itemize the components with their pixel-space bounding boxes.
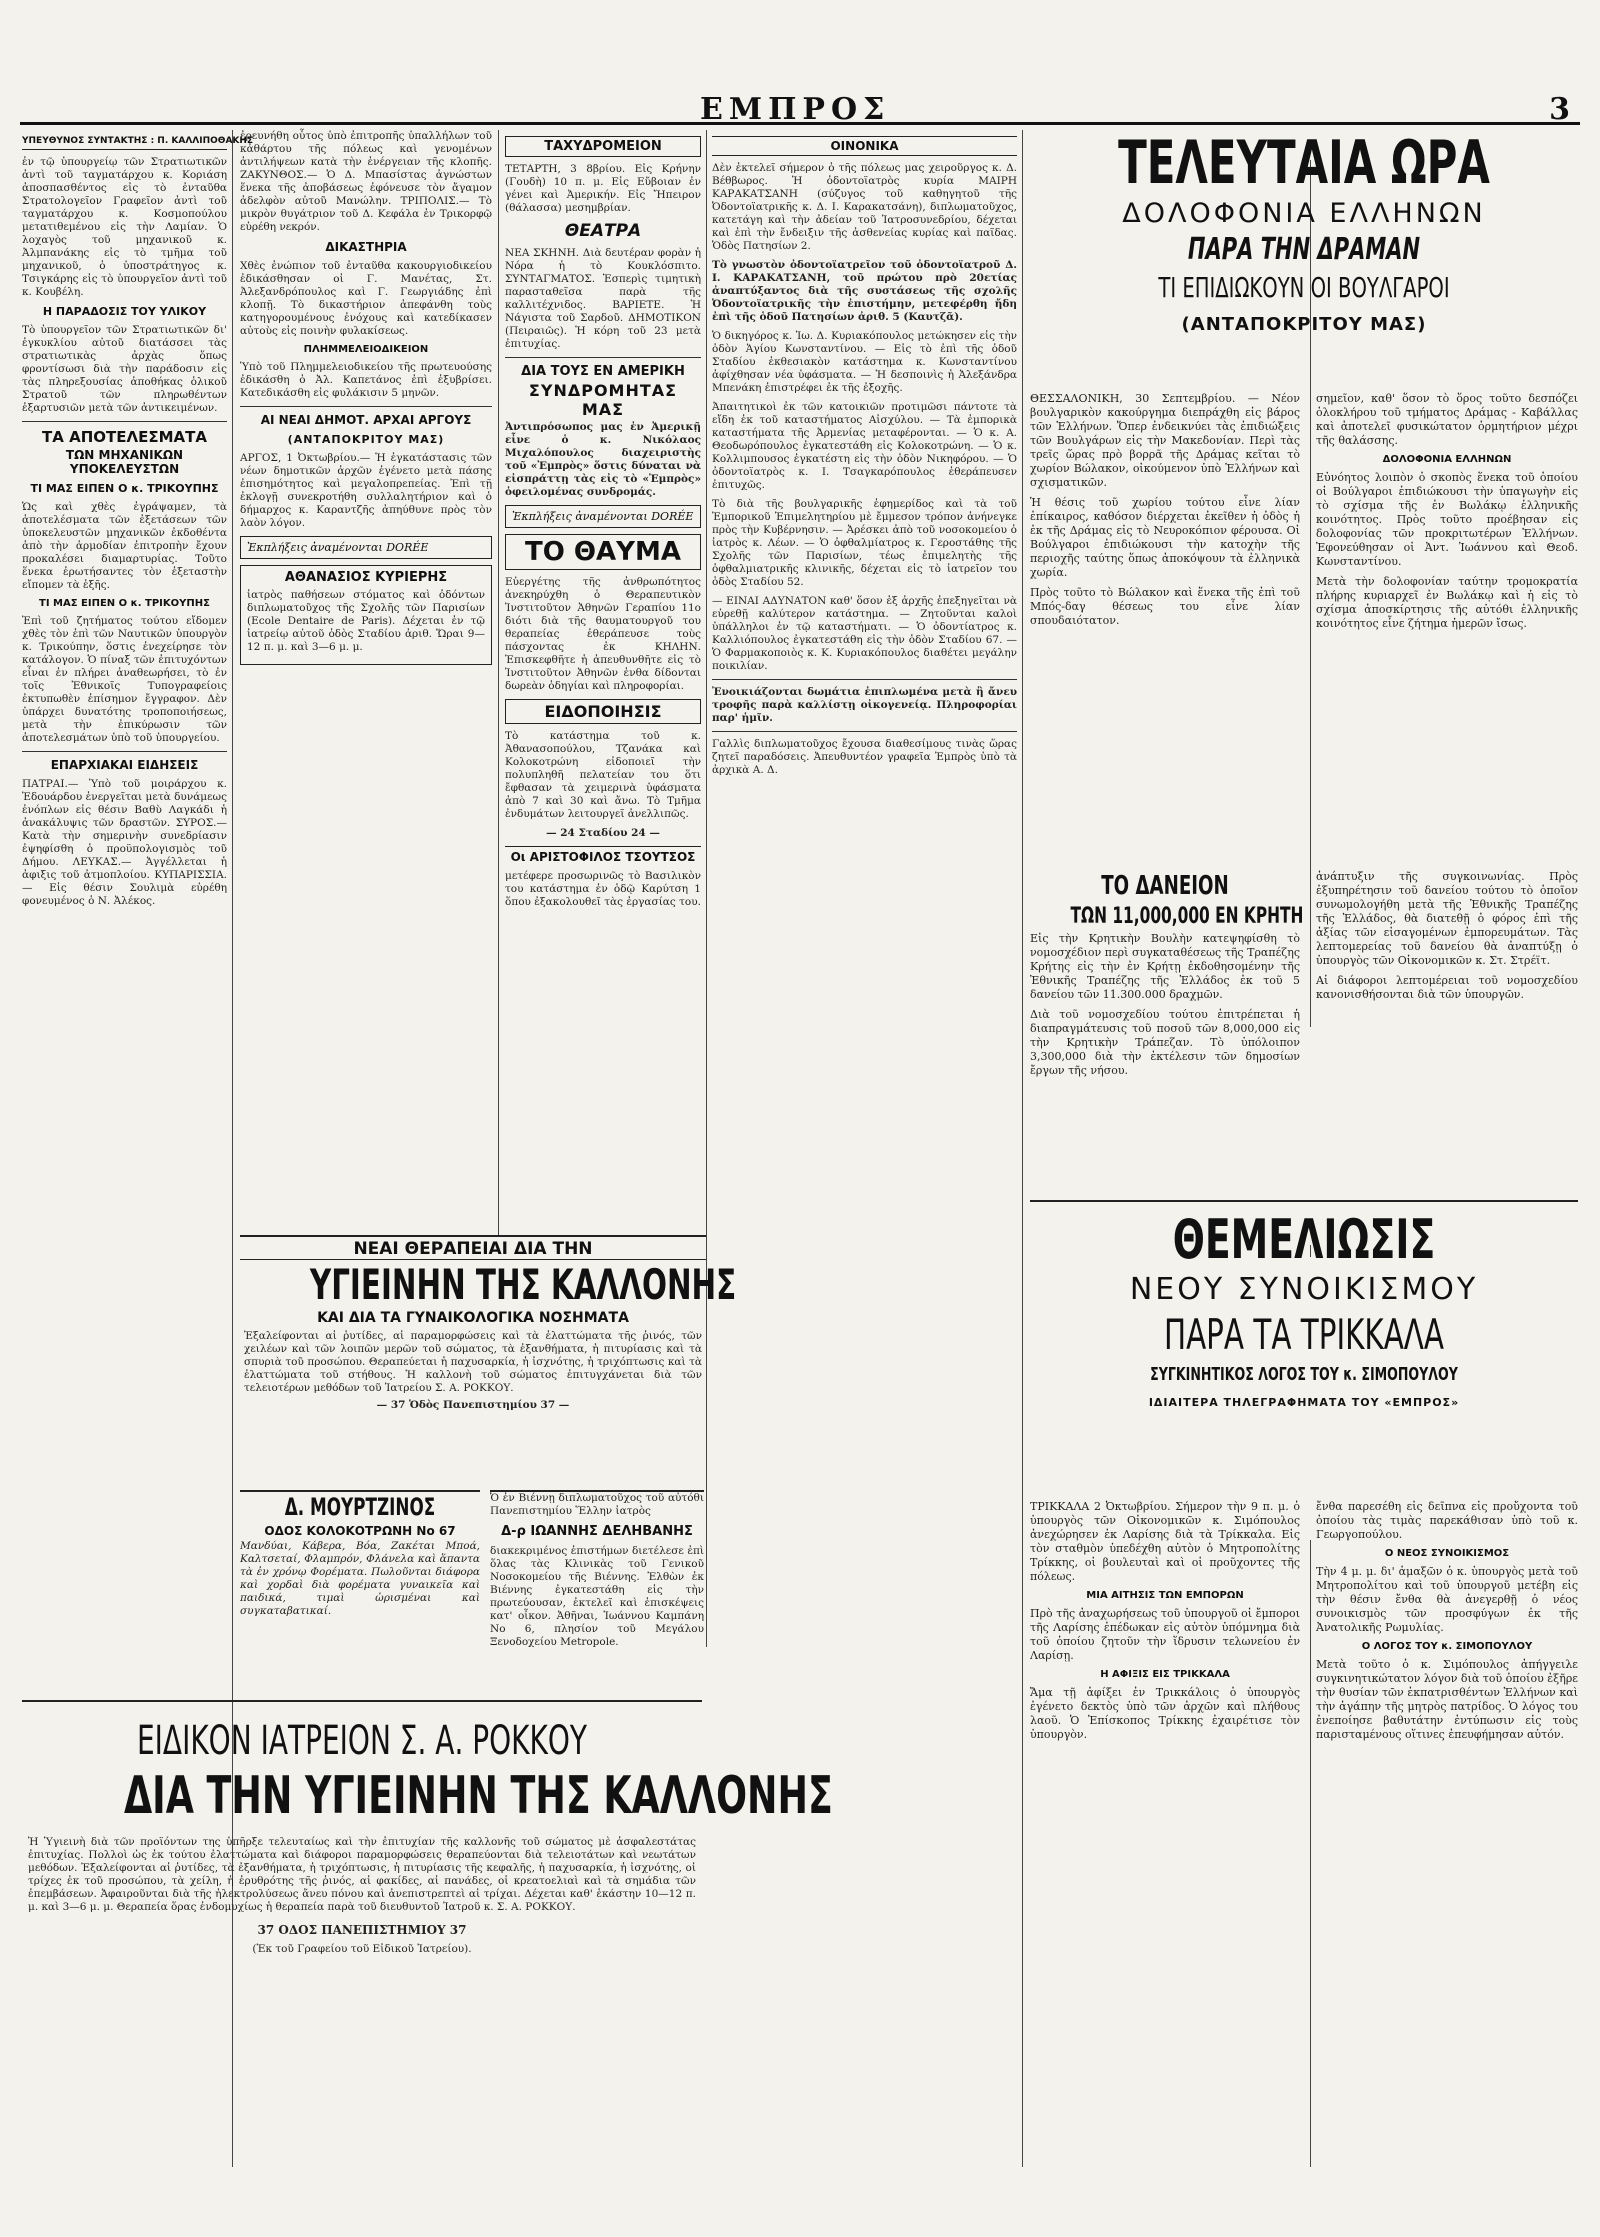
- sub-headline: ΤΙ ΕΠΙΔΙΩΚΟΥΝ ΟΙ ΒΟΥΛΓΑΡΟΙ: [1158, 271, 1450, 304]
- article-subheading: (ΑΝΤΑΠΟΚΡΙΤΟΥ ΜΑΣ): [287, 433, 445, 446]
- divider: [22, 421, 227, 422]
- newspaper-title: ΕΜΠΡΟΣ: [700, 92, 891, 127]
- ad-title: ΥΓΙΕΙΝΗΝ ΤΗΣ ΚΑΛΛΟΝΗΣ: [309, 1260, 737, 1309]
- sub-headline: ΙΔΙΑΙΤΕΡΑ ΤΗΛΕΓΡΑΦΗΜΑΤΑ ΤΟΥ «ΕΜΠΡΟΣ»: [1148, 1396, 1460, 1409]
- article-subheading: ΠΛΗΜΜΕΛΕΙΟΔΙΚΕΙΟΝ: [303, 344, 429, 355]
- article-paragraph: Μετὰ τοῦτο ὁ κ. Σιμόπουλος ἀπήγγειλε συγκινητικώτατον λόγον διὰ τοῦ ὁποίου ἐξῆρε τὴν θυσίαν τῶν ἐκπατρισθέντων Ἑλλήνων καὶ τὴν ἀγάπην τῆς μητρὸς πατρίδος. Ὁ λόγος του ἐνεποίησε βαθυτάτην ἐντύπωσιν εἰς τοὺς παρισταμένους οἵτινες ἐπευφήμησαν αὐτόν.: [1316, 1658, 1578, 1741]
- masthead-rule: [20, 122, 1580, 125]
- divider: [712, 731, 1017, 732]
- sub-headline: ΠΑΡΑ ΤΑ ΤΡΙΚΚΑΛΑ: [1163, 1310, 1445, 1359]
- article-paragraph: σημεῖον, καθ' ὅσον τὸ ὅρος τοῦτο δεσπόζει ὁλοκλήρου τοῦ τμήματος Δράμας - Καβάλλας καὶ ἀποτελεῖ φυσικώτατον ὁρμητήριον μέχρι τῆς θαλάσσης.: [1316, 392, 1578, 447]
- page-number: 3: [1549, 92, 1570, 127]
- article-paragraph: ΘΕΣΣΑΛΟΝΙΚΗ, 30 Σεπτεμβρίου. — Νέον βουλγαρικὸν κακούργημα διεπράχθη εἰς βάρος τῶν Ἑλλήνων. Ὅπερ ἐνδεικνύει τὰς ἐπιδιώξεις τῶν Βουλγάρων εἰς τὴν Μακεδονίαν. Περὶ τὰς τρεῖς ὥρας πρὸ βορρᾶ τῆς Δράμας κεῖται τὸ χωρίον Βώλακον, οἰκούμενον ὑπὸ Ἑλλήνων καὶ σχισματικῶν.: [1030, 392, 1300, 489]
- article-subheading: ΤΙ ΜΑΣ ΕΙΠΕΝ Ο κ. ΤΡΙΚΟΥΠΗΣ: [30, 482, 219, 495]
- article-headline: ΤΩΝ 11,000,000 ΕΝ ΚΡΗΤΗ: [1070, 904, 1304, 929]
- column-separator: [1022, 130, 1023, 2167]
- sub-headline: ΠΑΡΑ ΤΗΝ ΔΡΑΜΑΝ: [1187, 232, 1421, 267]
- article-subheading: ΔΙΚΑΣΤΗΡΙΑ: [325, 240, 407, 254]
- article-paragraph: ἐν τῷ ὑπουργείῳ τῶν Στρατιωτικῶν ἀντὶ τοῦ ταγματάρχου κ. Κοριάση ἀποσπασθέντος εἰς τὸ ἐνταῦθα Στρατολογεῖον Γραφεῖον ἀντὶ τοῦ ταγματάρχου κ. Κοσμοπούλου μετατιθεμένου εἰς τὴν Λαμίαν. Ὁ λοχαγὸς τοῦ μηχανικοῦ κ. Ἀλμπανάκης εἰς τὸ τμῆμα τοῦ μηχανικοῦ, ὁ ὑποστράτηγος κ. Τσιγκάρης εἰς τὸ ὑπουργεῖον ἀντὶ τοῦ κ. Κουβέλη.: [22, 156, 227, 298]
- article-paragraph: Ἡ θέσις τοῦ χωρίου τούτου εἶνε λίαν ἐπίκαιρος, καθόσον διέρχεται ἐκεῖθεν ἡ ὁδὸς ἡ ἐκ τῆς Δράμας εἰς τὸ Νευροκόπιον φέρουσα. Οἱ Βούλγαροι ἐπιδιώκουσι τὴν κατοχὴν τῆς περιοχῆς ταύτης ὅπως ἀποκόψουν τὰ ἐλληνικὰ χωρία.: [1030, 496, 1300, 579]
- article-headline: ΤΟ ΔΑΝΕΙΟΝ: [1101, 871, 1229, 901]
- article-paragraph: ΤΡΙΚΚΑΛΑ 2 Ὀκτωβρίου. Σήμερον τὴν 9 π. μ. ὁ ὑπουργὸς τῶν Οἰκονομικῶν κ. Σιμόπουλος ἀνεχώρησεν ἐκ Λαρίσης διὰ τὰ Τρίκκαλα. Εἰς τὸν σταθμὸν ὑπεδέχθη αὐτὸν ὁ Μητροπολίτης Τρίκκης, οἱ βουλευταὶ καὶ οἱ προῦχοντες τῆς πόλεως.: [1030, 1500, 1300, 1583]
- main-headline: ΤΕΛΕΥΤΑΙΑ ΩΡΑ: [1118, 128, 1490, 198]
- sub-headline: ΝΕΟΥ ΣΥΝΟΙΚΙΣΜΟΥ: [1129, 1272, 1479, 1307]
- ad-title: ΕΙΔΟΠΟΙΗΣΙΣ: [505, 699, 701, 724]
- article-paragraph: Τὸ γνωστὸν ὀδοντοϊατρεῖον τοῦ ὀδοντοϊατροῦ Δ. Ι. ΚΑΡΑΚΑΤΣΑΝΗ, τοῦ πρώτου πρὸ 20ετίας ἀναπτύξαντος διὰ τῆς συστάσεως τῆς σχολῆς Ὀδοντοϊατρικῆς τὴν ἐπιστήμην, μετεφέρθη ἤδη ἐπὶ τῆς ὁδοῦ Πατησίων ἀριθ. 5 (Καυτζᾶ).: [712, 259, 1017, 323]
- divider: [505, 357, 701, 358]
- article-paragraph: Μετὰ τὴν δολοφονίαν ταύτην τρομοκρατία πλήρης κυριαρχεῖ ἐν Βωλάκῳ καὶ ἡ εἰς τὸ σχίσμα ἀποσκίρτησις τῆς αὐτόθι ἑλληνικῆς κοινότητος εἶνε ζήτημα ἡμερῶν ἴσως.: [1316, 575, 1578, 630]
- article-headline: ΕΠΑΡΧΙΑΚΑΙ ΕΙΔΗΣΕΙΣ: [50, 758, 199, 772]
- ad-text: ἰατρὸς παθήσεων στόματος καὶ ὀδόντων διπλωματοῦχος τῆς Σχολῆς τῶν Παρισίων (Ecole Dentaire de Paris). Δέχεται ἐν τῷ ἰατρείῳ αὐτοῦ ὁδὸς Σταδίου ἀριθ. Ὥραι 9—12 π. μ. καὶ 3—6 μ. μ.: [247, 589, 485, 653]
- ad-text: Ἡ Ὑγιεινὴ διὰ τῶν προϊόντων της ὑπῆρξε τελευταίως καὶ τὴν ἐπιτυχίαν τῆς καλλονῆς τοῦ σώματος μὲ ἀσφαλεστάτας ἐπιτυχίας. Πολλοὶ ὡς ἐκ τούτου ἐλαττώματα καὶ διάφοροι παραμορφώσεις θεραπεύονται διὰ τελειοτάτων καὶ νεωτάτων μεθόδων. Ἐξαλείφονται αἱ ῥυτίδες, τὰ ἐξανθήματα, ἡ τριχόπτωσις, ἡ πιτυρίασις τῆς κεφαλῆς, ἡ παχυσαρκία, ἡ ἰσχνότης, οἱ τρίχες ἐκ τοῦ προσώπου, τὰ χείλη, ἡ ἐρυθρότης τῆς ῥινός, αἱ φακίδες, αἱ πανάδες, οἱ κρεατοελιαὶ καὶ τὰ σημάδια τῶν ἐπεμβάσεων. Ἀφαιροῦνται διὰ τῆς ἠλεκτρολύσεως ἄνευ πόνου καὶ ἀνεπιστρεπτεὶ αἱ τρίχαι. Δέχεται καθ' ἑκάστην 10—12 π. μ. καὶ 3—6 μ. μ. Θεραπεία ὅρας ἐνδομυχίως ἡ θεραπεία παρὰ τοῦ διευθυντοῦ Ἰατροῦ κ. Σ. Α. ΡΟΚΚΟΥ.: [28, 1836, 696, 1913]
- sub-headline: ΔΟΛΟΦΟΝΙΑ ΕΛΛΗΝΩΝ: [1122, 198, 1486, 229]
- article-paragraph: ἀνάπτυξιν τῆς συγκοινωνίας. Πρὸς ἐξυπηρέτησιν τοῦ δανείου τούτου τὸ ὁποῖον συνωμολογήθη μετὰ τῆς Ἐθνικῆς Τραπέζης τῆς Ἑλλάδος, θὰ διατεθῇ ὁ φόρος ἐπὶ τῆς ἀξίας τῶν εἰσαγομένων ἐμπορευμάτων. Τὰς λεπτομερείας τοῦ δανείου θὰ ἀναπτύξῃ ὁ ὑπουργὸς τῶν Οἰκονομικῶν κ. Στ. Στρέϊτ.: [1316, 870, 1578, 967]
- article-paragraph: Πρὸς τοῦτο τὸ Βώλακον καὶ ἕνεκα τῆς ἐπὶ τοῦ Μπός-δαγ θέσεως του εἶνε λίαν σπουδαιότατον.: [1030, 586, 1300, 627]
- ad-address: 37 ΟΔΟΣ ΠΑΝΕΠΙΣΤΗΜΙΟΥ 37: [257, 1923, 467, 1937]
- column-3: [505, 130, 701, 1170]
- article-headline: ΤΑ ΑΠΟΤΕΛΕΣΜΑΤΑ: [42, 428, 207, 446]
- section-heading: ΤΑΧΥΔΡΟΜΕΙΟΝ: [505, 136, 701, 157]
- settlement-section: [1030, 1200, 1578, 1415]
- doctor-ad: [490, 1490, 704, 1677]
- beauty-clinic-ad: [240, 1235, 737, 1482]
- column-2: [240, 130, 492, 1230]
- divider: [240, 406, 492, 407]
- section-heading: ΟΙΝΟΝΙΚΑ: [712, 136, 1017, 156]
- article-paragraph: ἐρευνήθη οὗτος ὑπὸ ἐπιτροπῆς ὑπαλλήλων τοῦ κἀθάρτου τῆς πόλεως καὶ γενομένων ἀντιλήψεων κατὰ τὴν ἐνέργειαν τῆς κλοπῆς. ΖΑΚΥΝΘΟΣ.— Ὁ Δ. Μπασίστας ἀγνώστων ἕνεκα τῆς ἀποβάσεως ἐφόνευσε τὸν ἄγαμον ἀδελφὸν αὐτοῦ Μανώλην. ΤΡΙΠΟΛΙΣ.— Τὸ μικρὸν θυγάτριον τοῦ Δ. Κεφάλα ἐν Τρικορφῷ εὑρέθη νεκρόν.: [240, 130, 492, 233]
- article-subheading: Η ΑΦΙΞΙΣ ΕΙΣ ΤΡΙΚΚΑΛΑ: [1100, 1669, 1230, 1680]
- article-headline: ΔΙΑ ΤΟΥΣ ΕΝ ΑΜΕΡΙΚΗ: [521, 364, 685, 379]
- ad-note: (Ἐκ τοῦ Γραφείου τοῦ Εἰδικοῦ Ἰατρείου).: [252, 1943, 472, 1955]
- column-separator: [706, 130, 707, 1647]
- ad-title: Δ-ρ ΙΩΑΝΝΗΣ ΔΕΛΗΒΑΝΗΣ: [501, 1524, 693, 1539]
- article-headline: ΑΙ ΝΕΑΙ ΔΗΜΟΤ. ΑΡΧΑΙ ΑΡΓΟΥΣ: [260, 413, 472, 427]
- ad-text: Ἐξαλείφονται αἱ ῥυτίδες, αἱ παραμορφώσεις καὶ τὰ ἐλαττώματα τῆς ῥινός, τῶν χειλέων καὶ τῶν λοιπῶν μερῶν τοῦ σώματος, τὰ ἐξανθήματα, ἡ πιτυρίασις καὶ τὰ σπυριὰ τοῦ προσώπου. Θεραπεύεται ἡ παχυσαρκία, ἡ ἰσχνότης, ἡ τριχόπτωσις καὶ τὰ ἐλαττώματα τοῦ στήθους. Ἡ καλλονὴ τοῦ σώματος ἐπιτυγχάνεται διὰ τῶν τελειοτέρων μεθόδων τοῦ Ἰατρείου Σ. Α. ΡΟΚΚΟΥ.: [244, 1330, 702, 1394]
- article-paragraph: Εἰς τὴν Κρητικὴν Βουλὴν κατεψηφίσθη τὸ νομοσχέδιον περὶ συγκαταθέσεως τῆς Τραπέζης Κρήτης εἰς τὴν ἐν Κρήτῃ ἐκδοθησομένην τῆς Ἐθνικῆς Τραπέζης τῆς Ἑλλάδος ἐκ τοῦ 5 δανείου τῶν 11.300.000 δραχμῶν.: [1030, 932, 1300, 1001]
- article-paragraph: Αἱ διάφοροι λεπτομέρειαι τοῦ νομοσχεδίου κανονισθήσονται διὰ τῶν ὑπουργῶν.: [1316, 974, 1578, 1001]
- advertisement: Ἐκπλήξεις ἀναμένονται DORÉE: [505, 505, 701, 528]
- article-headline: ΣΥΝΔΡΟΜΗΤΑΣ ΜΑΣ: [528, 381, 678, 419]
- article-subheading: ΜΙΑ ΑΙΤΗΣΙΣ ΤΩΝ ΕΜΠΟΡΩΝ: [1086, 1590, 1244, 1601]
- advertisement: Ἐκπλήξεις ἀναμένονται DORÉE: [240, 536, 492, 559]
- article-paragraph: Ἄμα τῇ ἀφίξει ἐν Τρικκάλοις ὁ ὑπουργὸς ἐγένετο δεκτὸς ὑπὸ τῶν ἀρχῶν καὶ πλήθους λαοῦ. Ὁ Ἐπίσκοπος Τρίκκης ἐχαιρέτισε τὸν ὑπουργὸν.: [1030, 1686, 1300, 1741]
- ad-text: Τὸ κατάστημα τοῦ κ. Ἀθανασοπούλου, Τζανάκα καὶ Κολοκοτρώνη εἰδοποιεῖ τὴν πολυπληθῆ πελατείαν του ὅτι ἔφθασαν τὰ χειμερινὰ ὑφάσματα ἀπὸ 7 καὶ 30 καὶ ἄνω. Τὸ Τμῆμα ἐνδυμάτων λειτουργεῖ ἀνελλιπῶς.: [505, 730, 701, 820]
- article-paragraph: ΤΕΤΑΡΤΗ, 3 8βρίου. Εἰς Κρήνην (Γουδὴ) 10 π. μ. Εἰς Εὔβοιαν ἐν γένει καὶ Ἀμερικήν. Εἰς Ἤπειρον (θάλασσα) μεσημβρίαν.: [505, 163, 701, 214]
- article-paragraph: Ἀπαιτητικοὶ ἐκ τῶν κατοικιῶν προτιμῶσι πάντοτε τὰ εἴδη ἐκ τοῦ καταστήματος Αἰσχύλου. — Τὰ ἐμπορικὰ καταστήματα τῆς Ἀρμενίας μεταφέρονται. — Ὁ κ. Α. Θεοδωρόπουλος ἐγκατεστάθη εἰς Κολοκοτρώνη. — Ὁ κ. Κολλιμπουσος ἐγκατέστη εἰς τὴν ὁδὸν Νικηφόρου. — Ὁ ὀδοντοϊατρὸς κ. Ι. Τσαγκαρόπουλος ἐθεράπευσεν ἐπιτυχῶς.: [712, 401, 1017, 491]
- loan-article: [1030, 870, 1304, 1084]
- ad-title: ΝΕΑΙ ΘΕΡΑΠΕΙΑΙ ΔΙΑ ΤΗΝ: [240, 1239, 706, 1260]
- ad-text: μετέφερε προσωρινῶς τὸ Βασιλικὸν του κατάστημα ἐν ὁδῷ Καρύτση 1 ὅπου ἐξακολουθεῖ τὰς ἐργασίας του.: [505, 870, 701, 908]
- ad-title: ΤΟ ΘΑΥΜΑ: [505, 534, 701, 570]
- column-5: [1030, 130, 1578, 2170]
- classified-ad: Ἐνοικιάζονται δωμάτια ἐπιπλωμένα μετὰ ἢ ἄνευ τροφῆς παρὰ καλλίστῃ οἰκογενείᾳ. Πληροφορίαι παρ' ἡμῖν.: [712, 686, 1017, 724]
- article-right: [1316, 392, 1578, 637]
- article-subheading: Ο ΝΕΟΣ ΣΥΝΟΙΚΙΣΜΟΣ: [1384, 1548, 1510, 1559]
- article-paragraph: Ὑπὸ τοῦ Πλημμελειοδικείου τῆς πρωτευούσης ἐδικάσθη ὁ Ἀλ. Καπετάνος ἐπὶ ἐξυβρίσει. Κατεδικάσθη εἰς φυλάκισιν 5 μηνῶν.: [240, 361, 492, 399]
- article-paragraph: Τὸ διὰ τῆς βουλγαρικῆς ἐφημερίδος καὶ τὰ τοῦ Ἐμπορικοῦ Ἐπιμελητηρίου μὲ ἔμμεσον τρόπον ἀνήνεγκε πρὸς τὴν Κυβέρνησιν. — Ἀρέσκει ἀπὸ τοῦ νοσοκομείου ὁ ἰατρὸς κ. Λέων. — Ὁ ὀφθαλμίατρος κ. Γεροστάθης τῆς Σχολῆς τῶν Παρισίων, τέως ἐπιμελητὴς τῆς ὀφθαλμιατρικῆς κλινικῆς, δέχεται εἰς τὸ ἰατρεῖον του ὁδὸς Σταδίου 52.: [712, 498, 1017, 588]
- last-hour-section: [1030, 130, 1578, 341]
- masthead: [0, 92, 1600, 126]
- article-paragraph: Ὡς καὶ χθὲς ἐγράψαμεν, τὰ ἀποτελέσματα τῶν ἐξετάσεων τῶν ὑποκελευστῶν μηχανικῶν ἐκδοθέντα ἀπὸ τὴν ἀρμοδίαν ἐπιτροπὴν ἔχουν προκαλέσει διαμαρτυρίας. Τοῦτο ἕνεκα ἐρωτήσαντες τὸν ἐξεταστὴν εἴπομεν τὰ ἑξῆς.: [22, 501, 227, 591]
- article-paragraph: Πρὸ τῆς ἀναχωρήσεως τοῦ ὑπουργοῦ οἱ ἔμποροι τῆς Λαρίσης ἐπέδωκαν εἰς αὐτὸν ὑπόμνημα διὰ τοῦ ὁποίου ζητοῦν τὴν ἵδρυσιν τελωνείου ἐν Λαρίσῃ.: [1030, 1607, 1300, 1662]
- ad-title: ΑΘΑΝΑΣΙΟΣ ΚΥΡΙΕΡΗΣ: [284, 570, 448, 585]
- article-paragraph: Τὴν 4 μ. μ. δι' ἁμαξῶν ὁ κ. ὑπουργὸς μετὰ τοῦ Μητροπολίτου καὶ τοῦ ὑπουργοῦ μετέβη εἰς τὴν θέσιν ἔνθα θὰ ἀνεγερθῇ ὁ νέος συνοικισμὸς τῶν προσφύγων ἐκ τῆς Ἀνατολικῆς Ρωμυλίας.: [1316, 1565, 1578, 1634]
- ad-subtitle: ΚΑΙ ΔΙΑ ΤΑ ΓΥΝΑΙΚΟΛΟΓΙΚΑ ΝΟΣΗΜΑΤΑ: [317, 1310, 629, 1326]
- ad-text: Ὁ ἐν Βιέννῃ διπλωματοῦχος τοῦ αὐτόθι Πανεπιστημίου Ἕλλην ἰατρὸς: [490, 1492, 704, 1517]
- article-paragraph: Τὸ ὑπουργεῖον τῶν Στρατιωτικῶν δι' ἐγκυκλίου αὐτοῦ διατάσσει τὰς στρατιωτικὰς ἀρχὰς ὅπως φροντίσωσι διὰ τὴν παράδοσιν εἰς τὰς πληρεξουσίας ἀποθήκας ὁλικοῦ Στρατοῦ τῶν πληρωθέντων ἐξαρτυσιῶν μετὰ τῶν ἀντικειμένων.: [22, 324, 227, 414]
- article-paragraph: Ἀντιπρόσωπος μας ἐν Ἀμερικῇ εἶνε ὁ κ. Νικόλαος Μιχαλόπουλος διαχειριστὴς τοῦ «Ἐμπρὸς» ὅστις δύναται νὰ εἰσπράττῃ τὰς εἰς τὸ «Ἐμπρὸς» ὀφειλομένας συνδρομάς.: [505, 421, 701, 498]
- clothing-store-ad: [240, 1490, 480, 1677]
- settlement-left: [1030, 1500, 1300, 1748]
- settlement-right: [1316, 1500, 1578, 1748]
- loan-article-continued: [1316, 870, 1578, 1008]
- divider: [22, 751, 227, 752]
- column-1: [22, 130, 254, 1600]
- ad-title: Οι ΑΡΙΣΤΟΦΙΛΟΣ ΤΣΟΥΤΣΟΣ: [505, 846, 701, 864]
- section-heading: ΘΕΑΤΡΑ: [564, 221, 642, 241]
- ad-address: — 37 Ὁδὸς Πανεπιστημίου 37 —: [376, 1399, 570, 1411]
- article-paragraph: Ἐπὶ τοῦ ζητήματος τούτου εἴδομεν χθὲς τὸν ἐπὶ τῶν Ναυτικῶν ὑπουργὸν κ. Τρικούπην, ὅστις ἐνεχείρησε τὸν κατάλογον. Ὁ πίναξ τῶν ἐπιτυχόντων εἶναι ἐν πλήρει ἀναθεωρήσει, τὸ ἐν τοῖς Ἐθνικοῖς Τυπογραφείοις ἐκτυπωθὲν ἐπίσημον ἔγγραφον. Δὲν ὑπάρχει δυνατότης τροποποιήσεως, μετὰ τὴν ἐπικύρωσιν τῶν ἀποτελεσμάτων ὑπὸ τοῦ ὑπουργείου.: [22, 615, 227, 744]
- article-headline: ΤΩΝ ΜΗΧΑΝΙΚΩΝ ΥΠΟΚΕΛΕΥΣΤΩΝ: [65, 448, 184, 476]
- rokkou-clinic-ad: [22, 1700, 833, 2182]
- ad-address: — 24 Σταδίου 24 —: [546, 827, 660, 839]
- ad-title: ΕΙΔΙΚΟΝ ΙΑΤΡΕΙΟΝ Σ. Α. ΡΟΚΚΟΥ: [136, 1718, 588, 1764]
- ad-address: ΟΔΟΣ ΚΟΛΟΚΟΤΡΩΝΗ Νο 67: [264, 1524, 456, 1538]
- divider: [712, 679, 1017, 680]
- ad-text: διακεκριμένος ἐπιστήμων διετέλεσε ἐπὶ ὅλας τὰς Κλινικὰς τοῦ Γενικοῦ Νοσοκομείου τῆς Βιέννης. Ἐλθὼν ἐκ Βιέννης ἐγκατεστάθη εἰς τὴν πρωτεύουσαν, ἐκτελεῖ καὶ ἐπισκέψεις κατ' οἶκον. Ἀθῆναι, Ἰωάννου Καμπάνη Νο 6, πλησίον τοῦ Μεγάλου Ξενοδοχείου Metropole.: [490, 1545, 704, 1648]
- article-subheading: ΤΙ ΜΑΣ ΕΙΠΕΝ Ο κ. ΤΡΙΚΟΥΠΗΣ: [39, 598, 210, 609]
- article-paragraph: ΝΕΑ ΣΚΗΝΗ. Διὰ δευτέραν φορὰν ἡ Νόρα ἡ τὸ Κουκλόσπιτο. ΣΥΝΤΑΓΜΑΤΟΣ. Ἑσπερὶς τιμητικὴ παρασταθεῖσα παρὰ τῆς καλλιτέχνιδος. ΒΑΡΙΕΤΕ. Ἡ Νάγιστα τοῦ Σαρδοῦ. ΔΗΜΟΤΙΚΟΝ (Πειραιῶς). Ἡ κόρη τοῦ 23 μετὰ ἐπιτυχίας.: [505, 247, 701, 350]
- article-paragraph: Δὲν ἐκτελεῖ σήμερον ὁ τῆς πόλεως μας χειροῦργος κ. Δ. Βέθβωρος. Ἡ ὀδοντοϊατρὸς κυρία ΜΑΙΡΗ ΚΑΡΑΚΑΤΣΑΝΗ (σύζυγος τοῦ καθηγητοῦ τῆς Ὀδοντοϊατρικῆς κ. Δ. Ι. Καρακατσάνη), διπλωματοῦχος, κατετάγη καὶ τὴν ἀδείαν τοῦ Ἰατροσυνεδρίου, δέχεται καὶ ἐπὶ τὴν ἔνδειξιν τῆς ἀσθενείας κυρίας καὶ παῖδας. Ὁδὸς Πατησίων 2.: [712, 162, 1017, 252]
- editor-heading: ΥΠΕΥΘΥΝΟΣ ΣΥΝΤΑΚΤΗΣ : Π. ΚΑΛΛΙΠΟΘΑΚΗΣ: [22, 136, 227, 150]
- article-paragraph: — ΕΙΝΑΙ ΑΔΥΝΑΤΟΝ καθ' ὅσον ἐξ ἀρχῆς ἐπεξηγεῖται νὰ εὑρεθῇ καλύτερον κατάστημα. — Ζητοῦνται καλοὶ ὑπάλληλοι ἐν τῷ καταστήματι. — Ὁ ὀδοντίατρος κ. Καλλιόπουλος ἐγκατεστάθη εἰς τὴν ὁδὸν Σταδίου 67. — Ὁ Φαρμακοποιὸς κ. Κ. Κυριακόπουλος διαθέτει μεγάλην ποικιλίαν.: [712, 595, 1017, 672]
- article-left: [1030, 392, 1300, 634]
- article-paragraph: Διὰ τοῦ νομοσχεδίου τούτου ἐπιτρέπεται ἡ διαπραγμάτευσις τοῦ ποσοῦ τῶν 8,000,000 εἰς τὴν Κρητικὴν Τράπεζαν. Τὸ ὑπόλοιπον 3,300,000 διὰ τὴν ἐκτέλεσιν τῶν δημοσίων ἔργων τῆς νήσου.: [1030, 1008, 1300, 1077]
- article-subheading: Η ΠΑΡΑΔΟΣΙΣ ΤΟΥ ΥΛΙΚΟΥ: [42, 305, 207, 318]
- article-subheading: Ο ΛΟΓΟΣ ΤΟΥ κ. ΣΙΜΟΠΟΥΛΟΥ: [1361, 1641, 1533, 1652]
- article-paragraph: Ὁ δικηγόρος κ. Ἰω. Δ. Κυριακόπουλος μετώκησεν εἰς τὴν ὁδὸν Ἁγίου Κωνσταντίνου. — Εἰς τὸ ἐπὶ τῆς ὁδοῦ Σταδίου ἐκθεσιακὸν κατάστημα κ. Κωνσταντίνου ἀφίχθησαν νέα ὑφάσματα. — Ἡ δεσποινὶς ἡ Ἀλεξάνδρα Μπενάκη ἐπιστρέφει ἐκ τῆς ἐξοχῆς.: [712, 330, 1017, 394]
- article-paragraph: ἔνθα παρεσέθη εἰς δεῖπνα εἰς προὔχοντα τοῦ ὁποίου τὰς τιμὰς παρεκάθισαν ὑπὸ τοῦ κ. Γεωργοπούλου.: [1316, 1500, 1578, 1541]
- article-paragraph: ΠΑΤΡΑΙ.— Ὑπὸ τοῦ μοιράρχου κ. Ἐδουάρδου ἐνεργεῖται μετὰ δυνάμεως ἐνόπλων εἰς θέσιν Βαθὺ Λαγκάδι ἡ ἀνακάλυψις τῶν δραστῶν. ΣΥΡΟΣ.— Κατὰ τὴν σημερινὴν συνεδρίασιν ἐψηφίσθη ὁ προϋπολογισμὸς τοῦ Δήμου. ΛΕΥΚΑΣ.— Ἀγγέλλεται ἡ ἀφιξις τοῦ ἀτμοπλοίου. ΚΥΠΑΡΙΣΣΙΑ.— Εἰς θέσιν Σουλιμὰ εὑρέθη φονευμένος ὁ Ν. Ἀλέκος.: [22, 778, 227, 907]
- advertisement: [240, 565, 492, 665]
- sub-headline: ΣΥΓΚΙΝΗΤΙΚΟΣ ΛΟΓΟΣ ΤΟΥ κ. ΣΙΜΟΠΟΥΛΟΥ: [1150, 1364, 1458, 1385]
- main-headline: ΘΕΜΕΛΙΩΣΙΣ: [1172, 1208, 1436, 1271]
- column-4: [712, 130, 1017, 2030]
- article-paragraph: Εὐνόητος λοιπὸν ὁ σκοπὸς ἕνεκα τοῦ ὁποίου οἱ Βούλγαροι ἐπιδιώκουσι τὴν ὑπαγωγὴν εἰς τὸ σχίσμα τῆς ἐν Βωλάκῳ ἑλληνικῆς κοινότητος. Πρὸς τοῦτο προέβησαν εἰς δολοφονίας τῶν προκριτωτέρων Ἑλλήνων. Ἐφονεύθησαν οἱ Ἀντ. Ἰωάννου καὶ Θεοδ. Κωνσταντίνου.: [1316, 471, 1578, 568]
- sub-headline: (ΑΝΤΑΠΟΚΡΙΤΟΥ ΜΑΣ): [1181, 314, 1427, 335]
- ad-title: ΔΙΑ ΤΗΝ ΥΓΙΕΙΝΗΝ ΤΗΣ ΚΑΛΛΟΝΗΣ: [124, 1766, 833, 1826]
- article-paragraph: ΑΡΓΟΣ, 1 Ὀκτωβρίου.— Ἡ ἐγκατάστασις τῶν νέων δημοτικῶν ἀρχῶν ἐγένετο μετὰ πάσης ἐπισημότητος καὶ μεγαλοπρεπείας. Ἐπὶ τῇ ἐκλογῇ συνεκροτήθη συλλαλητήριον καὶ ὁ δήμαρχος κ. Καραντζῆς ἀπηύθυνε πρὸς τὸν λαὸν λόγον.: [240, 452, 492, 529]
- classified-ad: Γαλλὶς διπλωματοῦχος ἔχουσα διαθεσίμους τινὰς ὥρας ζητεῖ παραδόσεις. Ἀπευθυντέον γραφεῖα Ἐμπρὸς ὑπὸ τὰ ἀρχικὰ Α. Δ.: [712, 738, 1017, 776]
- article-paragraph: Χθὲς ἐνώπιον τοῦ ἐνταῦθα κακουργιοδικείου ἐδικάσθησαν οἱ Γ. Μανέτας, Στ. Ἀλεξανδρόπουλος καὶ Γ. Γεωργιάδης ἐπὶ κλοπῇ. Τὸ δικαστήριον ἀπεφάνθη τοὺς κατηγορουμένους ἐνόχους καὶ κατεδίκασεν αὐτοὺς εἰς ποινὴν φυλακίσεως.: [240, 260, 492, 337]
- ad-text: Εὐεργέτης τῆς ἀνθρωπότητος ἀνεκηρύχθη ὁ Θεραπευτικὸν Ἰνστιτοῦτον Ἀθηνῶν Γεραπίου 11ο διότι διὰ τῆς θαυματουργοῦ του θεραπείας ἐθεράπευσε τοὺς πάσχοντας ἐκ ΚΗΛΗΝ. Ἐπισκεφθῆτε ἡ ἀπευθυνθῆτε εἰς τὸ Ἰνστιτοῦτον Ἀθηνῶν ἐνθα δίδονται δωρεὰν ὁδηγίαι καὶ πληροφορίαι.: [505, 576, 701, 692]
- ad-title: Δ. ΜΟΥΡΤΖΙΝΟΣ: [284, 1493, 436, 1521]
- ad-text: Μανδύαι, Κάβερα, Βόα, Ζακέται Μποά, Καλτσεταί, Φλαμπρόν, Φλάνελα καὶ ἅπαντα τὰ ἐν χρόνῳ Φορέματα. Πωλοῦνται διάφορα καὶ χορδαὶ διὰ φορέματα γυναικεῖα καὶ παιδικά, τιμαὶ ὡρισμέναι καὶ συγκαταβατικαί.: [240, 1540, 480, 1617]
- article-subheading: ΔΟΛΟΦΟΝΙΑ ΕΛΛΗΝΩΝ: [1382, 454, 1512, 465]
- column-separator: [498, 130, 499, 1237]
